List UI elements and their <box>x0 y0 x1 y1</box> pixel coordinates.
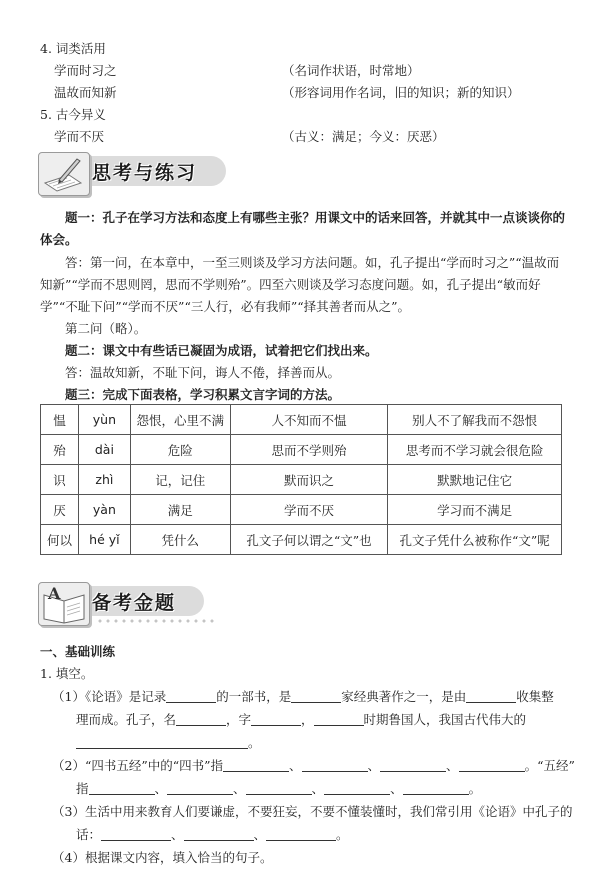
answer-blank[interactable] <box>302 757 368 772</box>
banner-exam-questions <box>38 582 208 624</box>
banner-title: 备考金题 <box>92 592 177 614</box>
s5-note-1: （古义：满足；今义：厌恶） <box>282 129 445 144</box>
s4-term-2: 温故而知新 <box>54 85 117 100</box>
vocab-char: 厌 <box>41 495 79 525</box>
answer-blank[interactable] <box>291 688 341 703</box>
banner-think-practice <box>38 152 228 194</box>
answer-blank[interactable] <box>246 780 312 795</box>
vocab-char: 愠 <box>41 405 79 435</box>
vocab-meaning: 危险 <box>130 435 230 465</box>
answer-blank[interactable] <box>184 826 254 841</box>
fill-blank-heading: 1. 填空。 <box>40 666 94 681</box>
vocab-source: 思而不学则殆 <box>230 435 388 465</box>
vocab-example: 默默地记住它 <box>388 465 562 495</box>
s4-note-1: （名词作状语，时常地） <box>282 63 420 78</box>
vocab-pinyin: dài <box>78 435 130 465</box>
svg-text:A: A <box>48 584 61 603</box>
vocab-pinyin: yàn <box>78 495 130 525</box>
question-1: 题一：孔子在学习方法和态度上有哪些主张？用课文中的话来回答，并就其中一点谈谈你的体会。 <box>40 210 566 247</box>
answer-2: 答：温故知新，不耻下问，诲人不倦，择善而从。 <box>65 365 341 380</box>
fill-q1-line1: （1）《论语》是记录 的一部书，是 家经典著作之一，是由 收集整 <box>52 689 554 704</box>
answer-1b: 第二问（略）。 <box>65 321 147 336</box>
answer-blank[interactable] <box>251 711 301 726</box>
vocab-source: 默而识之 <box>230 465 388 495</box>
vocab-source: 孔文子何以谓之“文”也 <box>230 525 388 555</box>
banner-title: 思考与练习 <box>92 162 198 184</box>
table-row <box>41 405 562 435</box>
vocab-char: 何以 <box>41 525 79 555</box>
vocab-source: 学而不厌 <box>230 495 388 525</box>
book-a-icon <box>38 582 90 626</box>
answer-blank[interactable] <box>101 826 171 841</box>
answer-blank[interactable] <box>167 780 233 795</box>
vocab-example: 学习而不满足 <box>388 495 562 525</box>
vocab-example: 思考而不学习就会很危险 <box>388 435 562 465</box>
vocab-pinyin: yùn <box>78 405 130 435</box>
vocab-meaning: 怨恨，心里不满 <box>130 405 230 435</box>
answer-blank[interactable] <box>324 780 390 795</box>
vocab-char: 殆 <box>41 435 79 465</box>
vocab-meaning: 凭什么 <box>130 525 230 555</box>
table-row <box>41 465 562 495</box>
answer-blank[interactable] <box>314 711 364 726</box>
answer-blank[interactable] <box>89 780 155 795</box>
table-row <box>41 435 562 465</box>
vocab-meaning: 记，记住 <box>130 465 230 495</box>
fill-q4: （4）根据课文内容，填入恰当的句子。 <box>52 850 273 865</box>
vocab-char: 识 <box>41 465 79 495</box>
answer-blank[interactable] <box>466 688 516 703</box>
s4-note-2: （形容词用作名词，旧的知识；新的知识） <box>282 85 520 100</box>
answer-blank[interactable] <box>166 688 216 703</box>
fill-q2-line2: 指 、 、 、 、 。 <box>76 781 482 796</box>
answer-blank[interactable] <box>266 826 336 841</box>
answer-blank[interactable] <box>176 711 226 726</box>
answer-blank[interactable] <box>403 780 469 795</box>
answer-1: 答：第一问，在本章中，一至三则谈及学习方法问题。如，孔子提出“学而时习之”“温故而知新”“学而不思则罔，思而不学则殆”。四至六则谈及学习态度问题。如，孔子提出“敏而好学”“不耻下问”“学而不厌”“三人行，必有我师”“择其善者而从之”。 <box>40 255 560 314</box>
section-4-heading: 4. 词类活用 <box>40 41 106 56</box>
section-5-heading: 5. 古今异义 <box>40 107 106 122</box>
practice-section-heading: 一、基础训练 <box>40 644 116 659</box>
s5-term-1: 学而不厌 <box>54 129 105 144</box>
table-row <box>41 495 562 525</box>
answer-blank[interactable] <box>459 757 525 772</box>
answer-blank[interactable] <box>223 757 289 772</box>
pen-paper-icon <box>38 152 90 196</box>
fill-q3-line2: 话： 、 、 。 <box>76 827 349 842</box>
s4-term-1: 学而时习之 <box>54 63 117 78</box>
answer-blank[interactable] <box>380 757 446 772</box>
vocab-source: 人不知而不愠 <box>230 405 388 435</box>
question-2: 题二：课文中有些话已凝固为成语，试着把它们找出来。 <box>65 343 378 358</box>
fill-q1-line2: 理而成。孔子，名 ，字 ， 时期鲁国人，我国古代伟大的 <box>76 712 527 727</box>
vocab-example: 别人不了解我而不怨恨 <box>388 405 562 435</box>
vocab-meaning: 满足 <box>130 495 230 525</box>
vocab-pinyin: zhì <box>78 465 130 495</box>
vocab-table <box>40 404 562 555</box>
table-row <box>41 525 562 555</box>
fill-q3-line1: （3）生活中用来教育人们要谦虚，不要狂妄，不要不懂装懂时，我们常引用《论语》中孔子的 <box>52 804 573 819</box>
fill-q1-line3: 。 <box>76 733 261 751</box>
answer-blank[interactable] <box>76 734 248 749</box>
vocab-example: 孔文子凭什么被称作“文”呢 <box>388 525 562 555</box>
question-3: 题三：完成下面表格，学习积累文言字词的方法。 <box>65 387 341 402</box>
vocab-pinyin: hé yǐ <box>78 525 130 555</box>
fill-q2-line1: （2）“四书五经”中的“四书”指 、 、 、 。“五经” <box>52 758 575 773</box>
